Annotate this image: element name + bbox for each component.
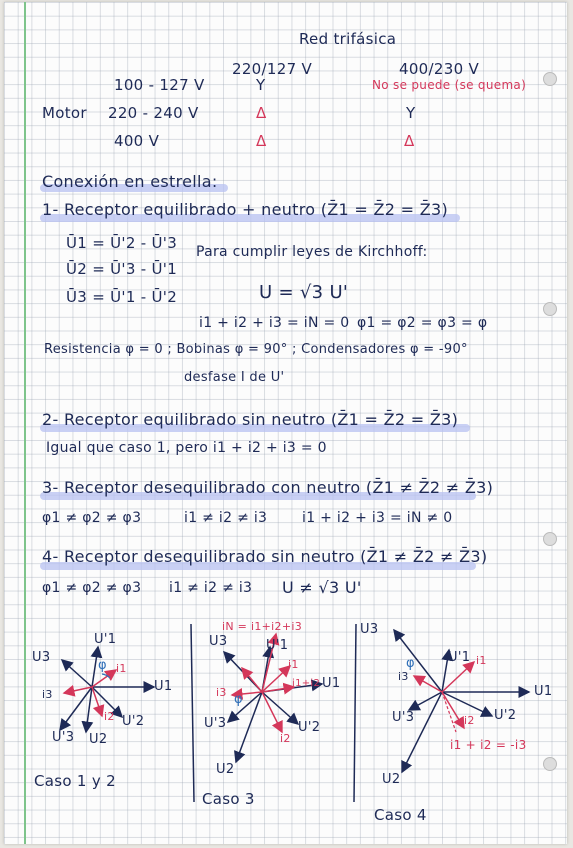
d1-label-Up1: U'1	[94, 632, 117, 647]
case4-phases: φ1 ≠ φ2 ≠ φ3	[42, 580, 142, 596]
case4-currents-ne: i1 ≠ i2 ≠ i3	[169, 580, 253, 596]
case1-note: desfase I de U'	[184, 370, 285, 385]
row1-col1: Y	[256, 76, 266, 94]
d1-label-U3: U3	[32, 650, 51, 665]
case1-kirchhoff: Para cumplir leyes de Kirchhoff:	[196, 244, 428, 260]
d3-label-U2: U2	[382, 772, 401, 787]
d3-label-i1: i1	[476, 654, 487, 667]
vector-i3	[414, 676, 442, 692]
d3-label-Up2: U'2	[494, 708, 517, 723]
d3-label-Up3: U'3	[392, 710, 415, 725]
case1-currents: i1 + i2 + i3 = iN = 0	[199, 315, 350, 331]
case2-text: Igual que caso 1, pero i1 + i2 + i3 = 0	[46, 440, 327, 456]
row-voltage-1: 100 - 127 V	[114, 76, 205, 94]
column-header-220: 220/127 V	[232, 60, 313, 78]
d1-label-U1: U1	[154, 679, 173, 694]
row-voltage-3: 400 V	[114, 132, 160, 150]
vector-i2	[262, 692, 282, 732]
case1-eq3: Ū3 = Ū'1 - Ū'2	[66, 288, 178, 306]
divider-line	[354, 624, 356, 802]
vector-iN-small	[242, 668, 262, 692]
d1-label-i2: i2	[104, 710, 115, 723]
phasor-diagrams	[4, 2, 567, 844]
d2-label-i1: i1	[288, 658, 299, 671]
d2-label-phi: φ	[234, 692, 243, 707]
d3-label-U3: U3	[360, 622, 379, 637]
d2-label-U1: U1	[322, 676, 341, 691]
case1-angles: Resistencia φ = 0 ; Bobinas φ = 90° ; Condensadores φ = -90°	[44, 342, 468, 357]
d2-label-iN: iN = i1+i2+i3	[222, 620, 302, 633]
notebook-page	[4, 2, 567, 844]
row-voltage-2: 220 - 240 V	[108, 104, 199, 122]
d2-label-i12: i1+i2	[292, 678, 321, 689]
case1-eq1: Ū1 = Ū'2 - Ū'3	[66, 234, 178, 252]
d2-caption: Caso 3	[202, 790, 255, 808]
d1-label-Up3: U'3	[52, 730, 75, 745]
d1-label-i1: i1	[116, 662, 127, 675]
row2-col2: Y	[406, 104, 416, 122]
case2-title: 2- Receptor equilibrado sin neutro (Z̄1 = Z̄2 = Z̄3)	[42, 410, 459, 429]
d2-label-Up1: U'1	[266, 638, 289, 653]
d3-label-U1: U1	[534, 684, 553, 699]
d3-label-i2: i2	[464, 714, 475, 727]
d1-label-i3: i3	[42, 688, 53, 701]
d3-label-sum: i1 + i2 = -i3	[450, 738, 527, 752]
vector-Up2	[262, 692, 298, 724]
vector-U3	[62, 660, 92, 687]
row2-col1: Δ	[256, 104, 267, 122]
case4-relation: U ≠ √3 U'	[282, 578, 362, 597]
case3-currents-sum: i1 + i2 + i3 = iN ≠ 0	[302, 510, 453, 526]
d3-label-Up1: U'1	[448, 650, 471, 665]
page-title: Red trifásica	[299, 30, 397, 48]
section-title: Conexión en estrella:	[42, 172, 218, 191]
case1-eq2: Ū2 = Ū'3 - Ū'1	[66, 260, 178, 278]
d2-label-U3: U3	[209, 634, 228, 649]
case3-phases: φ1 ≠ φ2 ≠ φ3	[42, 510, 142, 526]
d3-label-phi: φ	[406, 656, 415, 671]
case1-title: 1- Receptor equilibrado + neutro (Z̄1 = Z̄2 = Z̄3)	[42, 200, 449, 219]
d3-label-i3: i3	[398, 670, 409, 683]
d2-label-i3: i3	[216, 686, 227, 699]
case1-phases: φ1 = φ2 = φ3 = φ	[357, 315, 488, 331]
vector-U2	[402, 692, 442, 772]
d1-label-U2: U2	[89, 732, 108, 747]
case4-title: 4- Receptor desequilibrado sin neutro (Z̄1 ≠ Z̄2 ≠ Z̄3)	[42, 547, 488, 566]
column-header-400: 400/230 V	[399, 60, 480, 78]
d3-caption: Caso 4	[374, 806, 427, 824]
d1-label-phi: φ	[98, 658, 107, 673]
d2-label-Up3: U'3	[204, 716, 227, 731]
row3-col1: Δ	[256, 132, 267, 150]
case3-currents-ne: i1 ≠ i2 ≠ i3	[184, 510, 268, 526]
case1-relation: U = √3 U'	[259, 282, 349, 303]
d1-caption: Caso 1 y 2	[34, 772, 116, 790]
d2-label-i2: i2	[280, 732, 291, 745]
d1-label-Up2: U'2	[122, 714, 145, 729]
divider-line	[191, 624, 194, 802]
row1-col2: No se puede (se quema)	[372, 78, 527, 92]
case3-title: 3- Receptor desequilibrado con neutro (Z̄1 ≠ Z̄2 ≠ Z̄3)	[42, 478, 494, 497]
d2-label-Up2: U'2	[298, 720, 321, 735]
d2-label-U2: U2	[216, 762, 235, 777]
row3-col2: Δ	[404, 132, 415, 150]
motor-label: Motor	[42, 104, 87, 122]
